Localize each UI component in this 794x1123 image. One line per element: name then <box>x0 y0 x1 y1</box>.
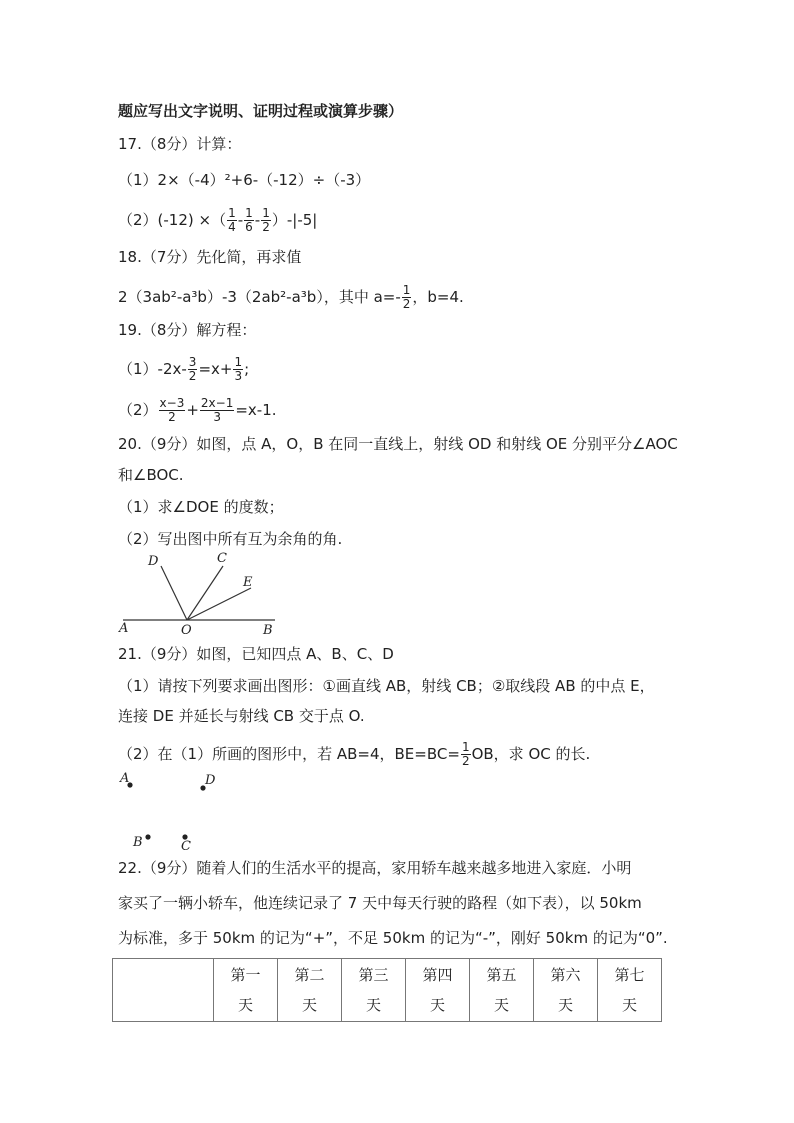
fraction: $\frac{1}{2}$ <box>461 740 470 768</box>
label-o: O <box>181 623 192 638</box>
q19-part1: （1）-2x- $\frac{3}{2}$ =x+ $\frac{1}{3}$ ; <box>118 355 250 383</box>
label-c: C <box>217 551 227 566</box>
ray-od <box>161 566 187 620</box>
q20-part2: （2）写出图中所有互为余角的角. <box>118 530 343 548</box>
q17-part2: （2）(-12) ×（ $\frac{1}{4}$ - $\frac{1}{6}$ - $\frac{1}{2}$ ）-|-5| <box>118 206 318 234</box>
q17-part2-prefix: （2）(-12) ×（ <box>118 211 227 229</box>
table-corner-cell <box>113 959 214 1022</box>
q18-title: 18.（7分）先化简，再求值 <box>118 248 302 266</box>
section-instruction: 题应写出文字说明、证明过程或演算步骤） <box>118 102 404 120</box>
label-e: E <box>243 575 253 590</box>
q21-part1-line2: 连接 DE 并延长与射线 CB 交于点 O. <box>118 707 365 725</box>
table-header-day4: 第四 天 <box>406 959 470 1022</box>
q17-title: 17.（8分）计算： <box>118 135 242 153</box>
table-header-day2: 第二 天 <box>278 959 342 1022</box>
fraction: $\frac{2x-1}{3}$ <box>200 396 234 424</box>
q17-part1: （1）2×（-4）²+6-（-12）÷（-3） <box>118 171 371 189</box>
label-d: D <box>148 554 159 569</box>
mileage-table <box>112 958 662 1022</box>
q19-title: 19.（8分）解方程： <box>118 321 257 339</box>
label-c: C <box>181 839 191 853</box>
table-header-day7: 第七 天 <box>598 959 662 1022</box>
angle-figure <box>115 548 285 638</box>
q18-expression: 2（3ab²-a³b）-3（2ab²-a³b），其中 a=- $\frac{1}{2}$ ，b=4. <box>118 283 464 311</box>
table-header-day6: 第六 天 <box>534 959 598 1022</box>
label-a: A <box>120 771 130 786</box>
q21-title: 21.（9分）如图，已知四点 A、B、C、D <box>118 645 394 663</box>
q21-part2: （2）在（1）所画的图形中，若 AB=4，BE=BC= $\frac{1}{2}$ OB，求 OC 的长. <box>118 740 591 768</box>
fraction: $\frac{1}{3}$ <box>234 355 243 383</box>
ray-oc <box>187 566 223 620</box>
table-header-day1: 第一 天 <box>214 959 278 1022</box>
label-a: A <box>119 621 129 636</box>
label-b: B <box>263 623 273 638</box>
q17-part2-suffix: ）-|-5| <box>271 211 318 229</box>
q20-part1: （1）求∠DOE 的度数； <box>118 498 284 516</box>
q22-line1: 22.（9分）随着人们的生活水平的提高，家用轿车越来越多地进入家庭．小明 <box>118 859 632 877</box>
q20-line2: 和∠BOC. <box>118 466 184 484</box>
label-b: B <box>133 835 143 850</box>
fraction: $\frac{3}{2}$ <box>188 355 197 383</box>
points-figure <box>115 768 225 853</box>
table-header-day3: 第三 天 <box>342 959 406 1022</box>
q22-line2: 家买了一辆小轿车，他连续记录了 7 天中每天行驶的路程（如下表），以 50km <box>118 894 642 912</box>
q19-part2: （2） $\frac{x-3}{2}$ + $\frac{2x-1}{3}$ =x-1. <box>118 396 277 424</box>
table-header-day5: 第五 天 <box>470 959 534 1022</box>
table-row <box>113 959 662 1022</box>
q21-part1-line1: （1）请按下列要求画出图形：①画直线 AB，射线 CB；②取线段 AB 的中点 E， <box>118 677 655 695</box>
fraction: $\frac{1}{6}$ <box>245 206 253 234</box>
fraction: $\frac{x-3}{2}$ <box>159 396 185 424</box>
ray-oe <box>187 588 251 620</box>
fraction: $\frac{1}{4}$ <box>228 206 236 234</box>
label-d: D <box>205 773 216 788</box>
fraction: $\frac{1}{2}$ <box>402 283 411 311</box>
q20-line1: 20.（9分）如图，点 A，O，B 在同一直线上，射线 OD 和射线 OE 分别平分∠AOC <box>118 435 678 453</box>
fraction: $\frac{1}{2}$ <box>262 206 270 234</box>
point-b <box>145 834 150 839</box>
q22-line3: 为标准，多于 50km 的记为“+”，不足 50km 的记为“-”，刚好 50km 的记为“0”. <box>118 929 668 947</box>
